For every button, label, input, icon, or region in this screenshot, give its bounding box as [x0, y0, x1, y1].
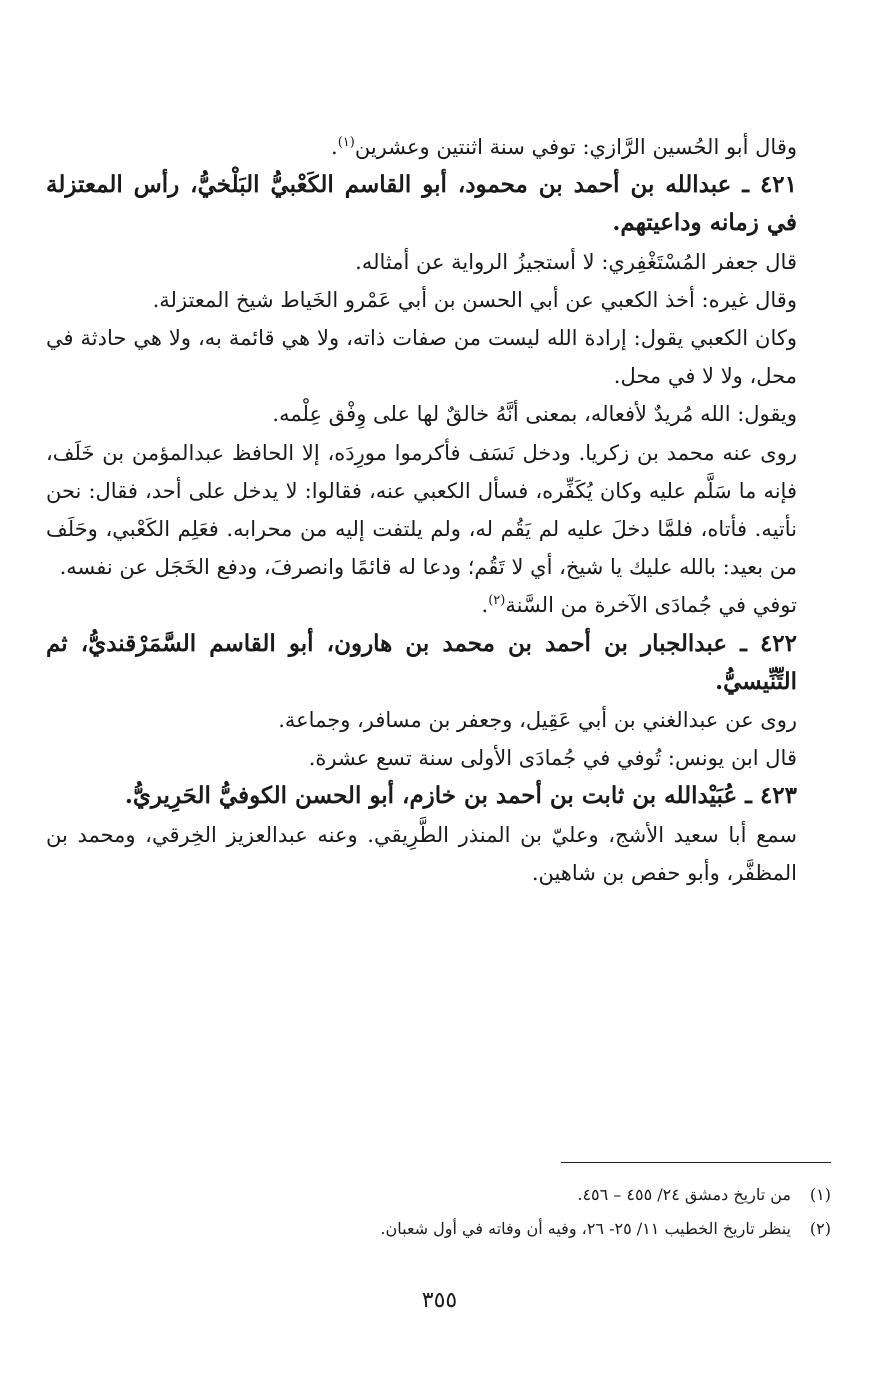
paragraph-7: روى عنه محمد بن زكريا. ودخل نَسَف فأكرموا مورِدَه، إلا الحافظ عبدالمؤمن بن خَلَف، فإنه ما سَلَّم عليه وكان يُكَفِّره، فسأل الكعبي عنه، فقالوا: لا يدخل على أحد، فقال: نحن نأتيه. فأتاه، فلمَّا دخلَ عليه لم يَقُم له، ولم يلتفت إليه من محرابه. فعَلِم الكَعْبي، وحَلَف من بعيد: بالله عليك يا شيخ، أي لا تَقُم؛ ودعا له قائمًا وانصرفَ، ودفع الخَجَل عن نفسه.: [46, 440, 797, 580]
footnote-2: [46, 1212, 831, 1246]
paragraph-10: روى عن عبدالغني بن أبي عَقِيل، وجعفر بن مسافر، وجماعة.: [278, 708, 797, 733]
paragraph-6: ويقول: الله مُريدٌ لأفعاله، بمعنى أنَّهُ خالقٌ لها على وِفْق عِلْمه.: [272, 402, 797, 427]
footnote-number: (٢): [809, 1219, 831, 1238]
paragraph-3: قال جعفر المُسْتَغْفِري: لا أستجيزُ الرواية عن أمثاله.: [355, 249, 797, 274]
footnote-ref-1: (١): [337, 135, 355, 150]
footnote-1: [46, 1178, 831, 1212]
paragraph-11: قال ابن يونس: تُوفي في جُمادَى الأولى سنة تسع عشرة.: [308, 746, 797, 771]
footnote-separator: [561, 1162, 831, 1163]
main-text: [46, 128, 831, 892]
entry-heading-423: ٤٢٣ ـ عُبَيْدالله بن ثابت بن أحمد بن خازم، أبو الحسن الكوفيُّ الحَرِيريُّ.: [124, 782, 797, 810]
footnote-text: ينظر تاريخ الخطيب ١١/ ٢٥- ٢٦، وفيه أن وفاته في أول شعبان.: [380, 1219, 791, 1238]
entry-heading-422: ٤٢٢ ـ عبدالجبار بن أحمد بن محمد بن هارون، أبو القاسم السَّمَرْقنديُّ، ثم التِّنِّيسيُّ.: [46, 629, 797, 695]
footnote-number: (١): [809, 1185, 831, 1204]
paragraph-1: وقال أبو الحُسين الرَّازي: توفي سنة اثنتين وعشرين$^{(١)}$.: [331, 135, 797, 159]
paragraph-4: وقال غيره: أخذ الكعبي عن أبي الحسن بن أبي عَمْرو الخَياط شيخ المعتزلة.: [152, 287, 797, 312]
footnote-text: من تاريخ دمشق ٢٤/ ٤٥٥ – ٤٥٦.: [577, 1185, 791, 1204]
paragraph-5: وكان الكعبي يقول: إرادة الله ليست من صفات ذاته، ولا هي قائمة به، ولا هي حادثة في محل، ولا لا في محل.: [46, 326, 797, 389]
paragraph-8: توفي في جُمادَى الآخرة من السَّنة$^{(٢)}$.: [481, 593, 797, 618]
page-number: ٣٥٥: [421, 1288, 458, 1313]
footnotes: [46, 1178, 831, 1246]
footnote-ref-2: (٢): [488, 593, 506, 609]
entry-heading-421: ٤٢١ ـ عبدالله بن أحمد بن محمود، أبو القاسم الكَعْبيُّ البَلْخيُّ، رأس المعتزلة في زمانه وداعيتهم.: [46, 171, 797, 237]
paragraph-13: سمع أبا سعيد الأشج، وعليّ بن المنذر الطَّرِيقي. وعنه عبدالعزيز الخِرقي، ومحمد بن المظفَّر، وأبو حفص بن شاهين.: [46, 822, 797, 885]
